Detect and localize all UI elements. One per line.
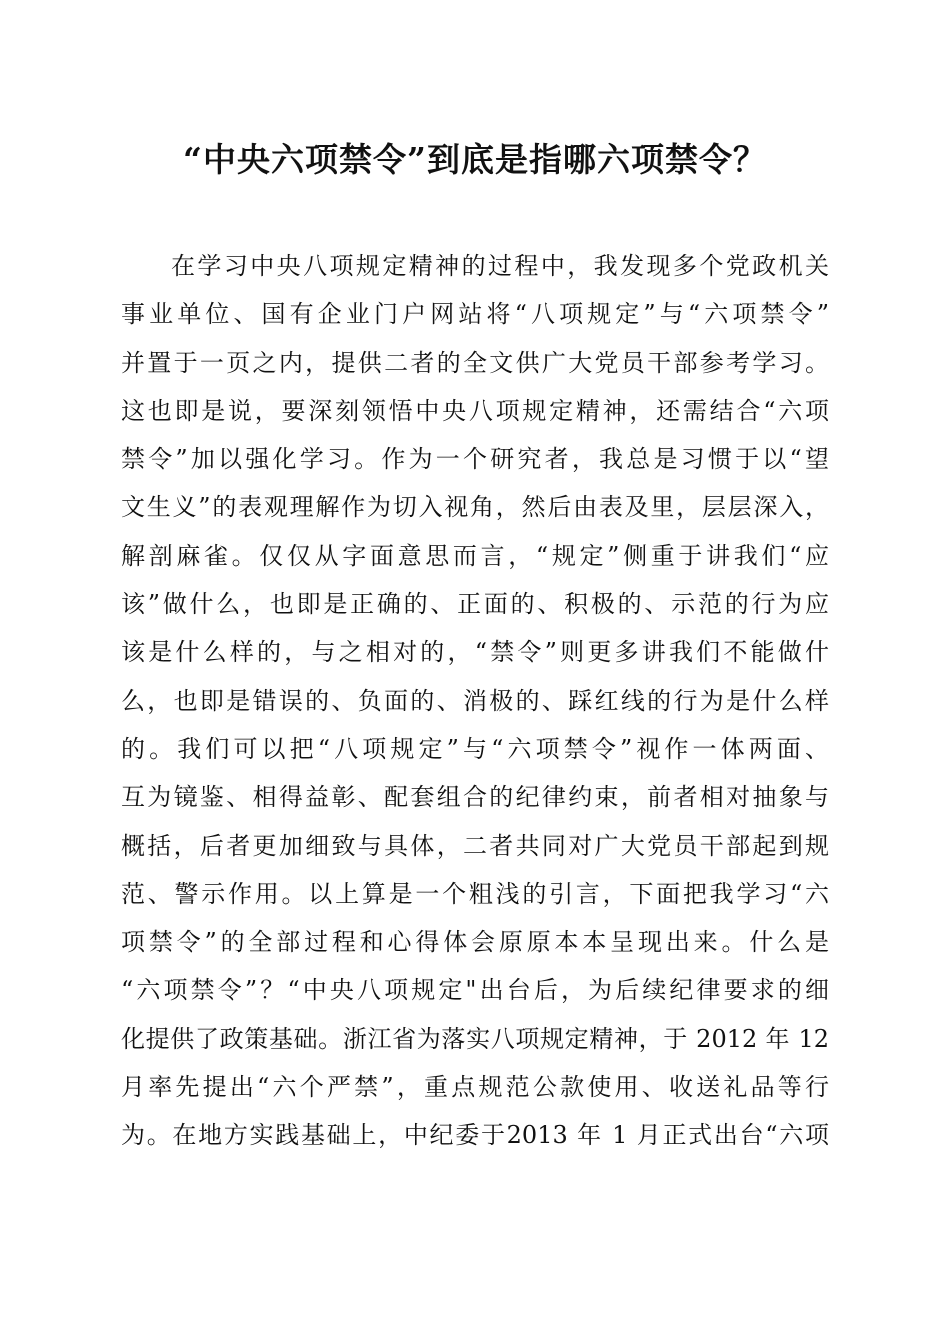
text-line: 事业单位、国有企业门户网站将“八项规定”与“六项禁令” [121,300,829,329]
text-line: 并置于一页之内，提供二者的全文供广大党员干部参考学习。 [121,348,829,377]
text-line: 文生义”的表观理解作为切入视角，然后由表及里，层层深入， [121,493,829,522]
text-line: 月率先提出“六个严禁”，重点规范公款使用、收送礼品等行 [121,1073,829,1102]
text-line: 禁令”加以强化学习。作为一个研究者，我总是习惯于以“望 [121,445,829,474]
body-paragraph [121,242,829,1160]
text-line: 为。在地方实践基础上，中纪委于2013 年 1 月正式出台“六项 [121,1121,829,1150]
text-line: 么，也即是错误的、负面的、消极的、踩红线的行为是什么样 [121,686,829,715]
text-line: 项禁令”的全部过程和心得体会原原本本呈现出来。什么是 [121,928,829,957]
text-line: 在学习中央八项规定精神的过程中，我发现多个党政机关 [171,252,829,280]
document-title: “中央六项禁令”到底是指哪六项禁令？ [183,140,767,179]
text-line: 互为镜鉴、相得益彰、配套组合的纪律约束，前者相对抽象与 [121,783,829,812]
text-line: “六项禁令”？“中央八项规定"出台后，为后续纪律要求的细 [121,976,829,1005]
text-line: 范、警示作用。以上算是一个粗浅的引言，下面把我学习“六 [121,879,829,908]
text-line: 解剖麻雀。仅仅从字面意思而言，“规定”侧重于讲我们“应 [121,541,829,570]
text-line: 的。我们可以把“八项规定”与“六项禁令”视作一体两面、 [121,734,829,763]
text-line: 该”做什么，也即是正确的、正面的、积极的、示范的行为应 [121,590,829,619]
text-line: 该是什么样的，与之相对的，“禁令”则更多讲我们不能做什 [121,638,829,667]
text-line: 概括，后者更加细致与具体，二者共同对广大党员干部起到规 [121,831,829,860]
text-line: 这也即是说，要深刻领悟中央八项规定精神，还需结合“六项 [121,396,829,425]
text-line: 化提供了政策基础。浙江省为落实八项规定精神，于 2012 年 12 [121,1024,829,1053]
